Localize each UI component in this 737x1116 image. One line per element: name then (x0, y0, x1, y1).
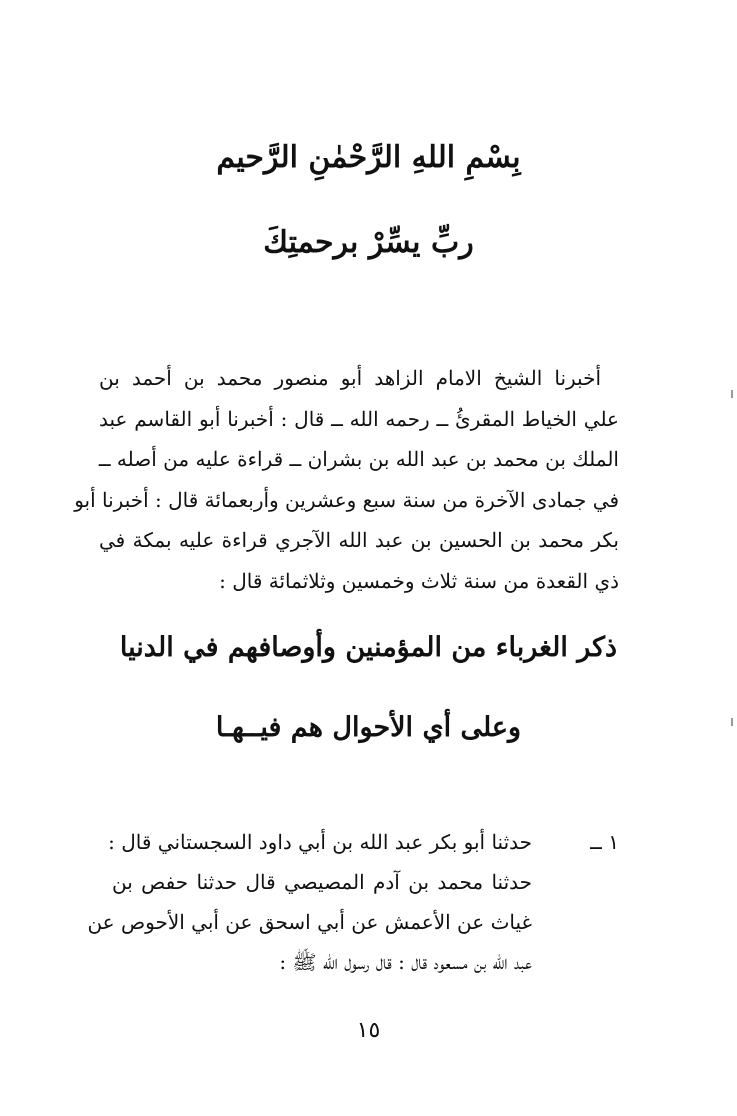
margin-mark (731, 390, 733, 398)
isnad-line: بكر محمد بن الحسين بن عبد الله الآجري قراءة عليه بمكة في (99, 528, 619, 552)
basmala-heading: بِسْمِ اللهِ الرَّحْمٰنِ الرَّحيم (216, 140, 521, 175)
page-number: ١٥ (356, 1018, 381, 1043)
hadith-line: عبد الله بن مسعود قال : قال رسول الله ﷺ : (279, 950, 532, 974)
hadith-line: غياث عن الأعمش عن أبي اسحق عن أبي الأحوص عن (87, 910, 532, 934)
dua-heading: ربِّ يسِّرْ برحمتِكَ (263, 225, 474, 260)
hadith-line: حدثنا أبو بكر عبد الله بن أبي داود السجستاني قال : (108, 830, 532, 854)
isnad-line: علي الخياط المقرئُ ــ رحمه الله ــ قال : أخبرنا أبو القاسم عبد (99, 406, 619, 431)
margin-mark (731, 718, 733, 726)
chapter-title-line-2: وعلى أي الأحوال هم فيــهـا (215, 712, 522, 743)
isnad-line: ذي القعدة من سنة ثلاث وخمسين وثلاثمائة قال : (219, 568, 619, 593)
isnad-line: الملك بن محمد بن عبد الله بن بشران ــ قراءة عليه من أصله ــ (98, 447, 619, 471)
chapter-title-line-1: ذكر الغرباء من المؤمنين وأوصافهم في الدنيا (119, 632, 618, 663)
isnad-line: في جمادى الآخرة من سنة سبع وعشرين وأربعمائة قال : أخبرنا أبو (74, 487, 619, 512)
isnad-line: أخبرنا الشيخ الامام الزاهد أبو منصور محمد بن أحمد بن (99, 366, 601, 390)
hadith-line: حدثنا محمد بن آدم المصيصي قال حدثنا حفص بن (112, 870, 532, 894)
hadith-paragraph (87, 822, 532, 982)
hadith-number: ١ ــ (590, 830, 619, 854)
isnad-paragraph (74, 358, 619, 601)
